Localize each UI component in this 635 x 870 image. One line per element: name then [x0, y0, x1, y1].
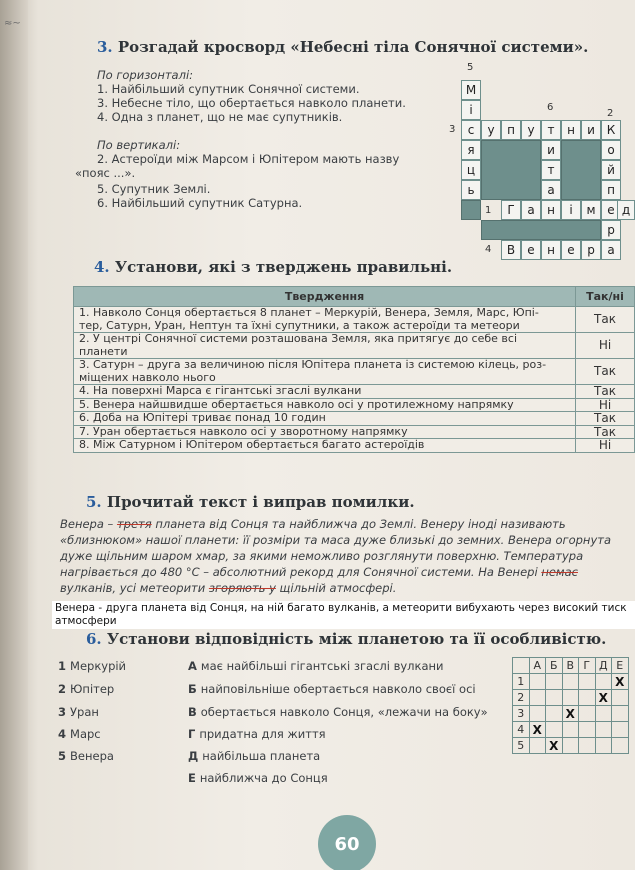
grid-cell: [562, 690, 579, 706]
planet-item: [58, 682, 114, 696]
grid-cell: X: [562, 706, 579, 722]
cw-cell: н: [541, 240, 561, 260]
grid-row: [513, 690, 629, 706]
statement-line: 2. У центрі Сонячної системи розташована Земля, яка притягує до себе всі: [79, 332, 518, 345]
item-letter: Г: [188, 727, 196, 741]
vert-clue-6: 6. Найбільший супутник Сатурна.: [97, 196, 303, 210]
task5-title: Прочитай текст і виправ помилки.: [106, 493, 415, 511]
cw-cell: ь: [461, 180, 481, 200]
grid-cell: [579, 674, 596, 690]
col-answer: Так/ні: [576, 287, 635, 307]
grid-cell: [595, 738, 612, 754]
grid-row: [513, 674, 629, 690]
task6-title: Установи відповідність між планетою та її особливістю.: [106, 630, 607, 648]
horiz-clue-4: 4. Одна з планет, що не має супутників.: [97, 110, 343, 124]
grid-cell: [546, 722, 563, 738]
table-row: [74, 359, 635, 385]
grid-cell: [562, 674, 579, 690]
grid-cell: [546, 674, 563, 690]
cw-fill-block: [481, 220, 601, 240]
table-row: [74, 398, 635, 412]
horiz-title: По горизонталі:: [97, 68, 194, 82]
item-letter: Б: [188, 682, 197, 696]
item-num: 5: [58, 749, 67, 763]
statement-cell: [74, 307, 576, 333]
cw-cell: е: [601, 200, 621, 220]
cw-cell: е: [561, 240, 581, 260]
cw-cell: а: [521, 200, 541, 220]
statement-cell: 4. На поверхні Марса є гігантські згаслі вулкани: [74, 385, 576, 399]
grid-row-head: 1: [513, 674, 530, 690]
cw-cell: у: [481, 120, 501, 140]
grid-cell: [579, 722, 596, 738]
table-header-row: [74, 287, 635, 307]
statement-cell: [74, 359, 576, 385]
cw-cell: р: [581, 240, 601, 260]
vert-clue-2-cont: «пояс ...».: [75, 166, 136, 180]
grid-cell: X: [595, 690, 612, 706]
grid-row-head: 3: [513, 706, 530, 722]
cw-cell: ц: [461, 160, 481, 180]
answer-cell: Так: [576, 385, 635, 399]
text-part: вулканів, усі метеорити: [60, 581, 209, 595]
task3-number: 3.: [97, 38, 113, 56]
item-num: 4: [58, 727, 67, 741]
table-row: [74, 439, 635, 453]
answer-cell: Ні: [576, 439, 635, 453]
struck-word: згоряють у: [208, 581, 276, 595]
grid-cell: [595, 706, 612, 722]
cw-cell: М: [461, 80, 481, 100]
grid-row-head: 2: [513, 690, 530, 706]
statement-cell: [74, 333, 576, 359]
item-text: найближча до Сонця: [199, 771, 328, 785]
item-text: Юпітер: [70, 682, 115, 696]
grid-cell: [546, 690, 563, 706]
table-row: [74, 385, 635, 399]
table-row: [74, 333, 635, 359]
grid-cell: [579, 738, 596, 754]
horiz-clue-3: 3. Небесне тіло, що обертається навколо планети.: [97, 96, 406, 110]
cw-num-6: 6: [547, 102, 554, 113]
item-num: 2: [58, 682, 67, 696]
cw-num-2: 2: [607, 108, 614, 119]
cw-cell: і: [461, 100, 481, 120]
answer-grid: [512, 657, 629, 754]
item-text: обертається навколо Сонця, «лежачи на боку»: [200, 705, 488, 719]
task3-heading: [97, 38, 588, 56]
cw-cell: а: [541, 180, 561, 200]
table-row: [74, 307, 635, 333]
item-text: Уран: [70, 705, 99, 719]
statement-cell: 8. Між Сатурном і Юпітером обертається багато астероїдів: [74, 439, 576, 453]
cw-cell: у: [521, 120, 541, 140]
cw-num-3: 3: [449, 124, 456, 135]
grid-col-head: Д: [595, 658, 612, 674]
planet-item: [58, 659, 126, 673]
planet-item: [58, 705, 99, 719]
item-letter: В: [188, 705, 197, 719]
cw-cell: и: [581, 120, 601, 140]
cw-cell: я: [461, 140, 481, 160]
grid-row-head: 5: [513, 738, 530, 754]
feature-item: [188, 705, 488, 719]
struck-word: немає: [541, 565, 578, 579]
item-text: має найбільші гігантські згаслі вулкани: [200, 659, 444, 673]
grid-row: [513, 738, 629, 754]
cw-cell: т: [541, 160, 561, 180]
statement-line: міщених навколо нього: [79, 370, 216, 384]
grid-cell: [579, 690, 596, 706]
grid-cell: [529, 690, 546, 706]
cw-cell: д: [617, 200, 635, 220]
cw-cell: н: [541, 200, 561, 220]
item-text: Венера: [70, 749, 114, 763]
grid-corner: [513, 658, 530, 674]
typed-answer: Венера - друга планета від Сонця, на ній багато вулканів, а метеорити вибухають через високий тиск атмосфери: [52, 601, 635, 629]
task3-title: Розгадай кросворд «Небесні тіла Сонячної системи».: [117, 38, 589, 56]
feature-item: [188, 749, 320, 763]
cw-cell: р: [601, 220, 621, 240]
cw-num-4: 4: [485, 244, 492, 255]
cw-cell: н: [561, 120, 581, 140]
item-text: придатна для життя: [199, 727, 326, 741]
col-statement: Твердження: [74, 287, 576, 307]
answer-cell: Ні: [576, 398, 635, 412]
grid-cell: X: [612, 674, 629, 690]
table-row: [74, 425, 635, 439]
grid-cell: [546, 706, 563, 722]
table-row: [74, 412, 635, 426]
planet-item: [58, 749, 114, 763]
page-number: 60: [318, 815, 376, 870]
task5-heading: [86, 493, 415, 511]
feature-item: [188, 659, 444, 673]
task6-heading: [86, 630, 606, 648]
item-letter: Д: [188, 749, 199, 763]
task6-number: 6.: [86, 630, 102, 648]
vert-clue-2: 2. Астероїди між Марсом і Юпітером мають назву: [97, 152, 400, 166]
grid-cell: [612, 722, 629, 738]
task4-heading: [94, 258, 452, 276]
item-text: Марс: [70, 727, 101, 741]
cw-cell-fill: [461, 200, 481, 220]
feature-item: [188, 682, 476, 696]
grid-cell: [612, 706, 629, 722]
item-text: найповільніше обертається навколо своєї осі: [200, 682, 476, 696]
item-num: 1: [58, 659, 67, 673]
feature-item: [188, 727, 326, 741]
task4-title: Установи, які з тверджень правильні.: [114, 258, 453, 276]
item-text: найбільша планета: [202, 749, 321, 763]
item-letter: Е: [188, 771, 196, 785]
cw-fill-block: [481, 140, 541, 200]
statement-line: планети: [79, 344, 128, 358]
answer-cell: Ні: [576, 333, 635, 359]
grid-row-head: 4: [513, 722, 530, 738]
page-spine: [0, 0, 28, 870]
answer-cell: Так: [576, 425, 635, 439]
cw-fill-block: [561, 140, 601, 200]
grid-cell: [579, 706, 596, 722]
cw-cell: м: [581, 200, 601, 220]
vert-clue-5: 5. Супутник Землі.: [97, 182, 211, 196]
cw-cell: Г: [501, 200, 521, 220]
grid-row: [513, 706, 629, 722]
task5-number: 5.: [86, 493, 102, 511]
item-text: Меркурій: [70, 659, 127, 673]
feature-item: [188, 771, 328, 785]
grid-cell: [612, 690, 629, 706]
item-num: 3: [58, 705, 67, 719]
cw-cell: п: [601, 180, 621, 200]
cw-cell: т: [541, 120, 561, 140]
cw-cell: о: [601, 140, 621, 160]
statement-cell: 7. Уран обертається навколо осі у зворотному напрямку: [74, 425, 576, 439]
spine-mark: ≈~: [4, 18, 21, 29]
cw-cell: В: [501, 240, 521, 260]
cw-cell: і: [561, 200, 581, 220]
text-part: щільній атмосфері.: [275, 581, 397, 595]
grid-col-head: Б: [546, 658, 563, 674]
text-part: планета від Сонця та найближча до Землі. Венеру іноді називають «близнюком» нашої планети: її розміри та маса дуже близькі до земних. Венера огорнута дуже щільним шаром хмар, за якими неможливо розглянути поверхню. Температура нагрівається до 480 °C – абсолютний рекорд для Сонячної системи. На Венері: [60, 517, 611, 579]
statements-table: [73, 286, 635, 453]
grid-cell: [612, 738, 629, 754]
statement-line: 1. Навколо Сонця обертається 8 планет – Меркурій, Венера, Земля, Марс, Юпі-: [79, 306, 539, 319]
grid-cell: [595, 674, 612, 690]
statement-line: тер, Сатурн, Уран, Нептун та їхні супутники, а також астероїди та метеори: [79, 318, 520, 332]
cw-cell: а: [601, 240, 621, 260]
grid-cell: X: [546, 738, 563, 754]
cw-cell: К: [601, 120, 621, 140]
statement-cell: 5. Венера найшвидше обертається навколо осі у протилежному напрямку: [74, 398, 576, 412]
task5-text: [60, 516, 630, 596]
answer-cell: Так: [576, 359, 635, 385]
cw-cell: и: [541, 140, 561, 160]
grid-col-head: В: [562, 658, 579, 674]
grid-cell: X: [529, 722, 546, 738]
horiz-clue-1: 1. Найбільший супутник Сонячної системи.: [97, 82, 360, 96]
grid-col-head: Е: [612, 658, 629, 674]
cw-num-5: 5: [467, 62, 474, 73]
grid-cell: [562, 722, 579, 738]
grid-cell: [529, 674, 546, 690]
grid-col-head: А: [529, 658, 546, 674]
grid-col-head: Г: [579, 658, 596, 674]
statement-line: 3. Сатурн – друга за величиною після Юпітера планета із системою кілець, роз-: [79, 358, 547, 371]
cw-cell: п: [501, 120, 521, 140]
grid-cell: [562, 738, 579, 754]
planet-item: [58, 727, 101, 741]
statement-cell: 6. Доба на Юпітері триває понад 10 годин: [74, 412, 576, 426]
answer-cell: Так: [576, 412, 635, 426]
cw-cell: е: [521, 240, 541, 260]
task4-number: 4.: [94, 258, 110, 276]
answer-cell: Так: [576, 307, 635, 333]
crossword: [447, 62, 635, 267]
item-letter: А: [188, 659, 197, 673]
grid-cell: [529, 706, 546, 722]
cw-cell: с: [461, 120, 481, 140]
grid-cell: [529, 738, 546, 754]
cw-num-1: 1: [485, 205, 492, 216]
grid-row: [513, 722, 629, 738]
grid-cell: [595, 722, 612, 738]
cw-cell: й: [601, 160, 621, 180]
text-part: Венера –: [60, 517, 117, 531]
struck-word: третя: [116, 517, 152, 531]
grid-header-row: [513, 658, 629, 674]
vert-title: По вертикалі:: [97, 138, 181, 152]
